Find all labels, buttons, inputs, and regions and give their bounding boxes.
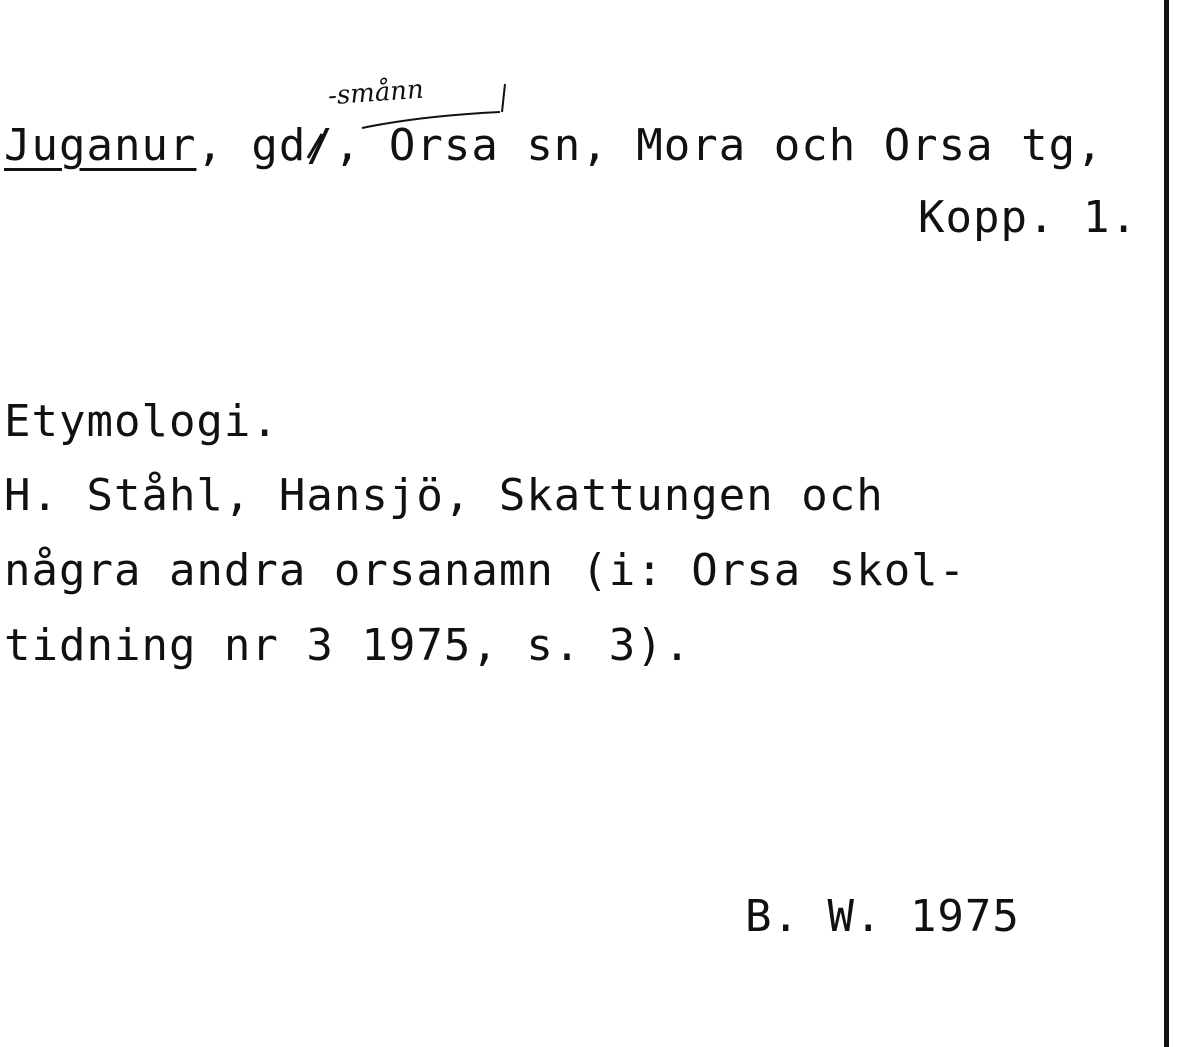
- reference-line-1: H. Ståhl, Hansjö, Skattungen och: [4, 470, 884, 521]
- section-title: Etymologi.: [4, 396, 279, 447]
- headword: Juganur: [4, 120, 197, 171]
- reference-line-2: några andra orsanamn (i: Orsa skol-: [4, 545, 967, 596]
- reference-line-3: tidning nr 3 1975, s. 3).: [4, 620, 692, 671]
- header-line-2: Kopp. 1.: [918, 192, 1138, 243]
- card-heading-line: [4, 120, 1104, 171]
- header-rest: , gd/, Orsa sn, Mora och Orsa tg,: [196, 120, 1104, 171]
- card-right-edge: [1164, 0, 1169, 1047]
- handwritten-note: -smånn: [327, 74, 425, 112]
- signature: B. W. 1975: [745, 891, 1020, 942]
